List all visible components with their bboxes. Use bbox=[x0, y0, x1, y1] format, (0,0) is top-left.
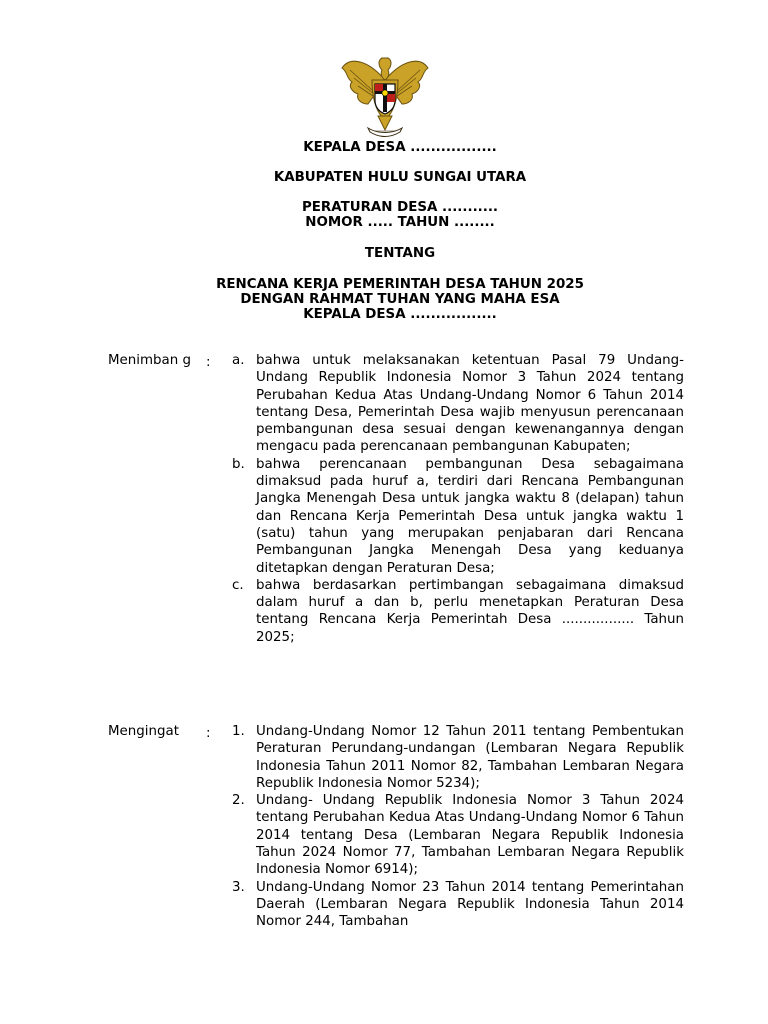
mengingat-item-3 bbox=[232, 879, 684, 931]
list-item-text: bahwa perencanaan pembangunan Desa sebagaimana dimaksud pada huruf a, terdiri dari Rencana Pembangunan Jangka Menengah Desa untuk jangka waktu 8 (delapan) tahun dan Rencana Kerja Pemerintah Desa untuk jangka waktu 1 (satu) tahun yang merupakan penjabaran dari Rencana Pembangunan Jangka Menengah Desa yang keduanya ditetapkan dengan Peraturan Desa; bbox=[256, 456, 684, 576]
header-nomor-tahun: NOMOR ..... TAHUN ........ bbox=[305, 215, 495, 230]
list-marker: 3. bbox=[232, 879, 245, 895]
menimbang-colon: : bbox=[206, 355, 211, 370]
mengingat-item-2 bbox=[232, 792, 684, 878]
mengingat-colon: : bbox=[206, 726, 211, 741]
header-peraturan-desa: PERATURAN DESA ........... bbox=[301, 200, 499, 215]
list-marker: 2. bbox=[232, 793, 245, 809]
list-item-text: bahwa untuk melaksanakan ketentuan Pasal 79 Undang- Undang Republik Indonesia Nomor 3 Tahun 2024 tentang Perubahan Kedua Atas Undang-Undang Nomor 6 Tahun 2014 tentang Desa, Pemerintah Desa wajib menyusun perencanaan pembangunan desa sesuai dengan kewenangannya dengan mengacu pada perencanaan pembangunan Kabupaten; bbox=[256, 353, 684, 455]
header-kepala-desa: KEPALA DESA ................. bbox=[303, 140, 497, 155]
list-marker: a. bbox=[232, 353, 245, 368]
menimbang-item-c bbox=[232, 577, 684, 646]
garuda-emblem-icon bbox=[338, 50, 432, 138]
mengingat-label: Mengingat bbox=[108, 724, 179, 739]
menimbang-item-a bbox=[232, 352, 684, 456]
list-item-text: bahwa berdasarkan pertimbangan sebagaimana dimaksud dalam huruf a dan b, perlu menetapkan Peraturan Desa tentang Rencana Kerja Pemerintah Desa ................. Tahun 2025; bbox=[256, 577, 684, 645]
menimbang-list bbox=[232, 352, 684, 646]
list-item-text: Undang-Undang Nomor 23 Tahun 2014 tentang Pemerintahan Daerah (Lembaran Negara Republik Indonesia Tahun 2014 Nomor 244, Tambahan bbox=[256, 879, 684, 930]
header-kepala-desa-2: KEPALA DESA ................. bbox=[303, 307, 497, 322]
list-marker: 1. bbox=[232, 724, 245, 739]
list-marker: b. bbox=[232, 456, 245, 472]
list-marker: c. bbox=[232, 577, 244, 593]
mengingat-item-1 bbox=[232, 723, 684, 792]
header-kabupaten: KABUPATEN HULU SUNGAI UTARA bbox=[273, 170, 527, 185]
mengingat-list bbox=[232, 723, 684, 931]
list-item-text: Undang-Undang Nomor 12 Tahun 2011 tentang Pembentukan Peraturan Perundang-undangan (Lembaran Negara Republik Indonesia Tahun 2011 Nomor 82, Tambahan Lembaran Negara Republik Indonesia Nomor 5234); bbox=[256, 724, 684, 791]
menimbang-item-b bbox=[232, 456, 684, 577]
list-item-text: Undang- Undang Republik Indonesia Nomor 3 Tahun 2024 tentang Perubahan Kedua Atas Undang-Undang Nomor 6 Tahun 2014 tentang Desa (Lembaran Negara Republik Indonesia Tahun 2024 Nomor 77, Tambahan Lembaran Negara Republik Indonesia Nomor 6914); bbox=[256, 793, 684, 878]
header-title: RENCANA KERJA PEMERINTAH DESA TAHUN 2025 bbox=[216, 277, 584, 292]
header-rahmat: DENGAN RAHMAT TUHAN YANG MAHA ESA bbox=[240, 292, 560, 307]
menimbang-label: Menimban g bbox=[108, 353, 191, 368]
header-tentang: TENTANG bbox=[364, 246, 436, 261]
